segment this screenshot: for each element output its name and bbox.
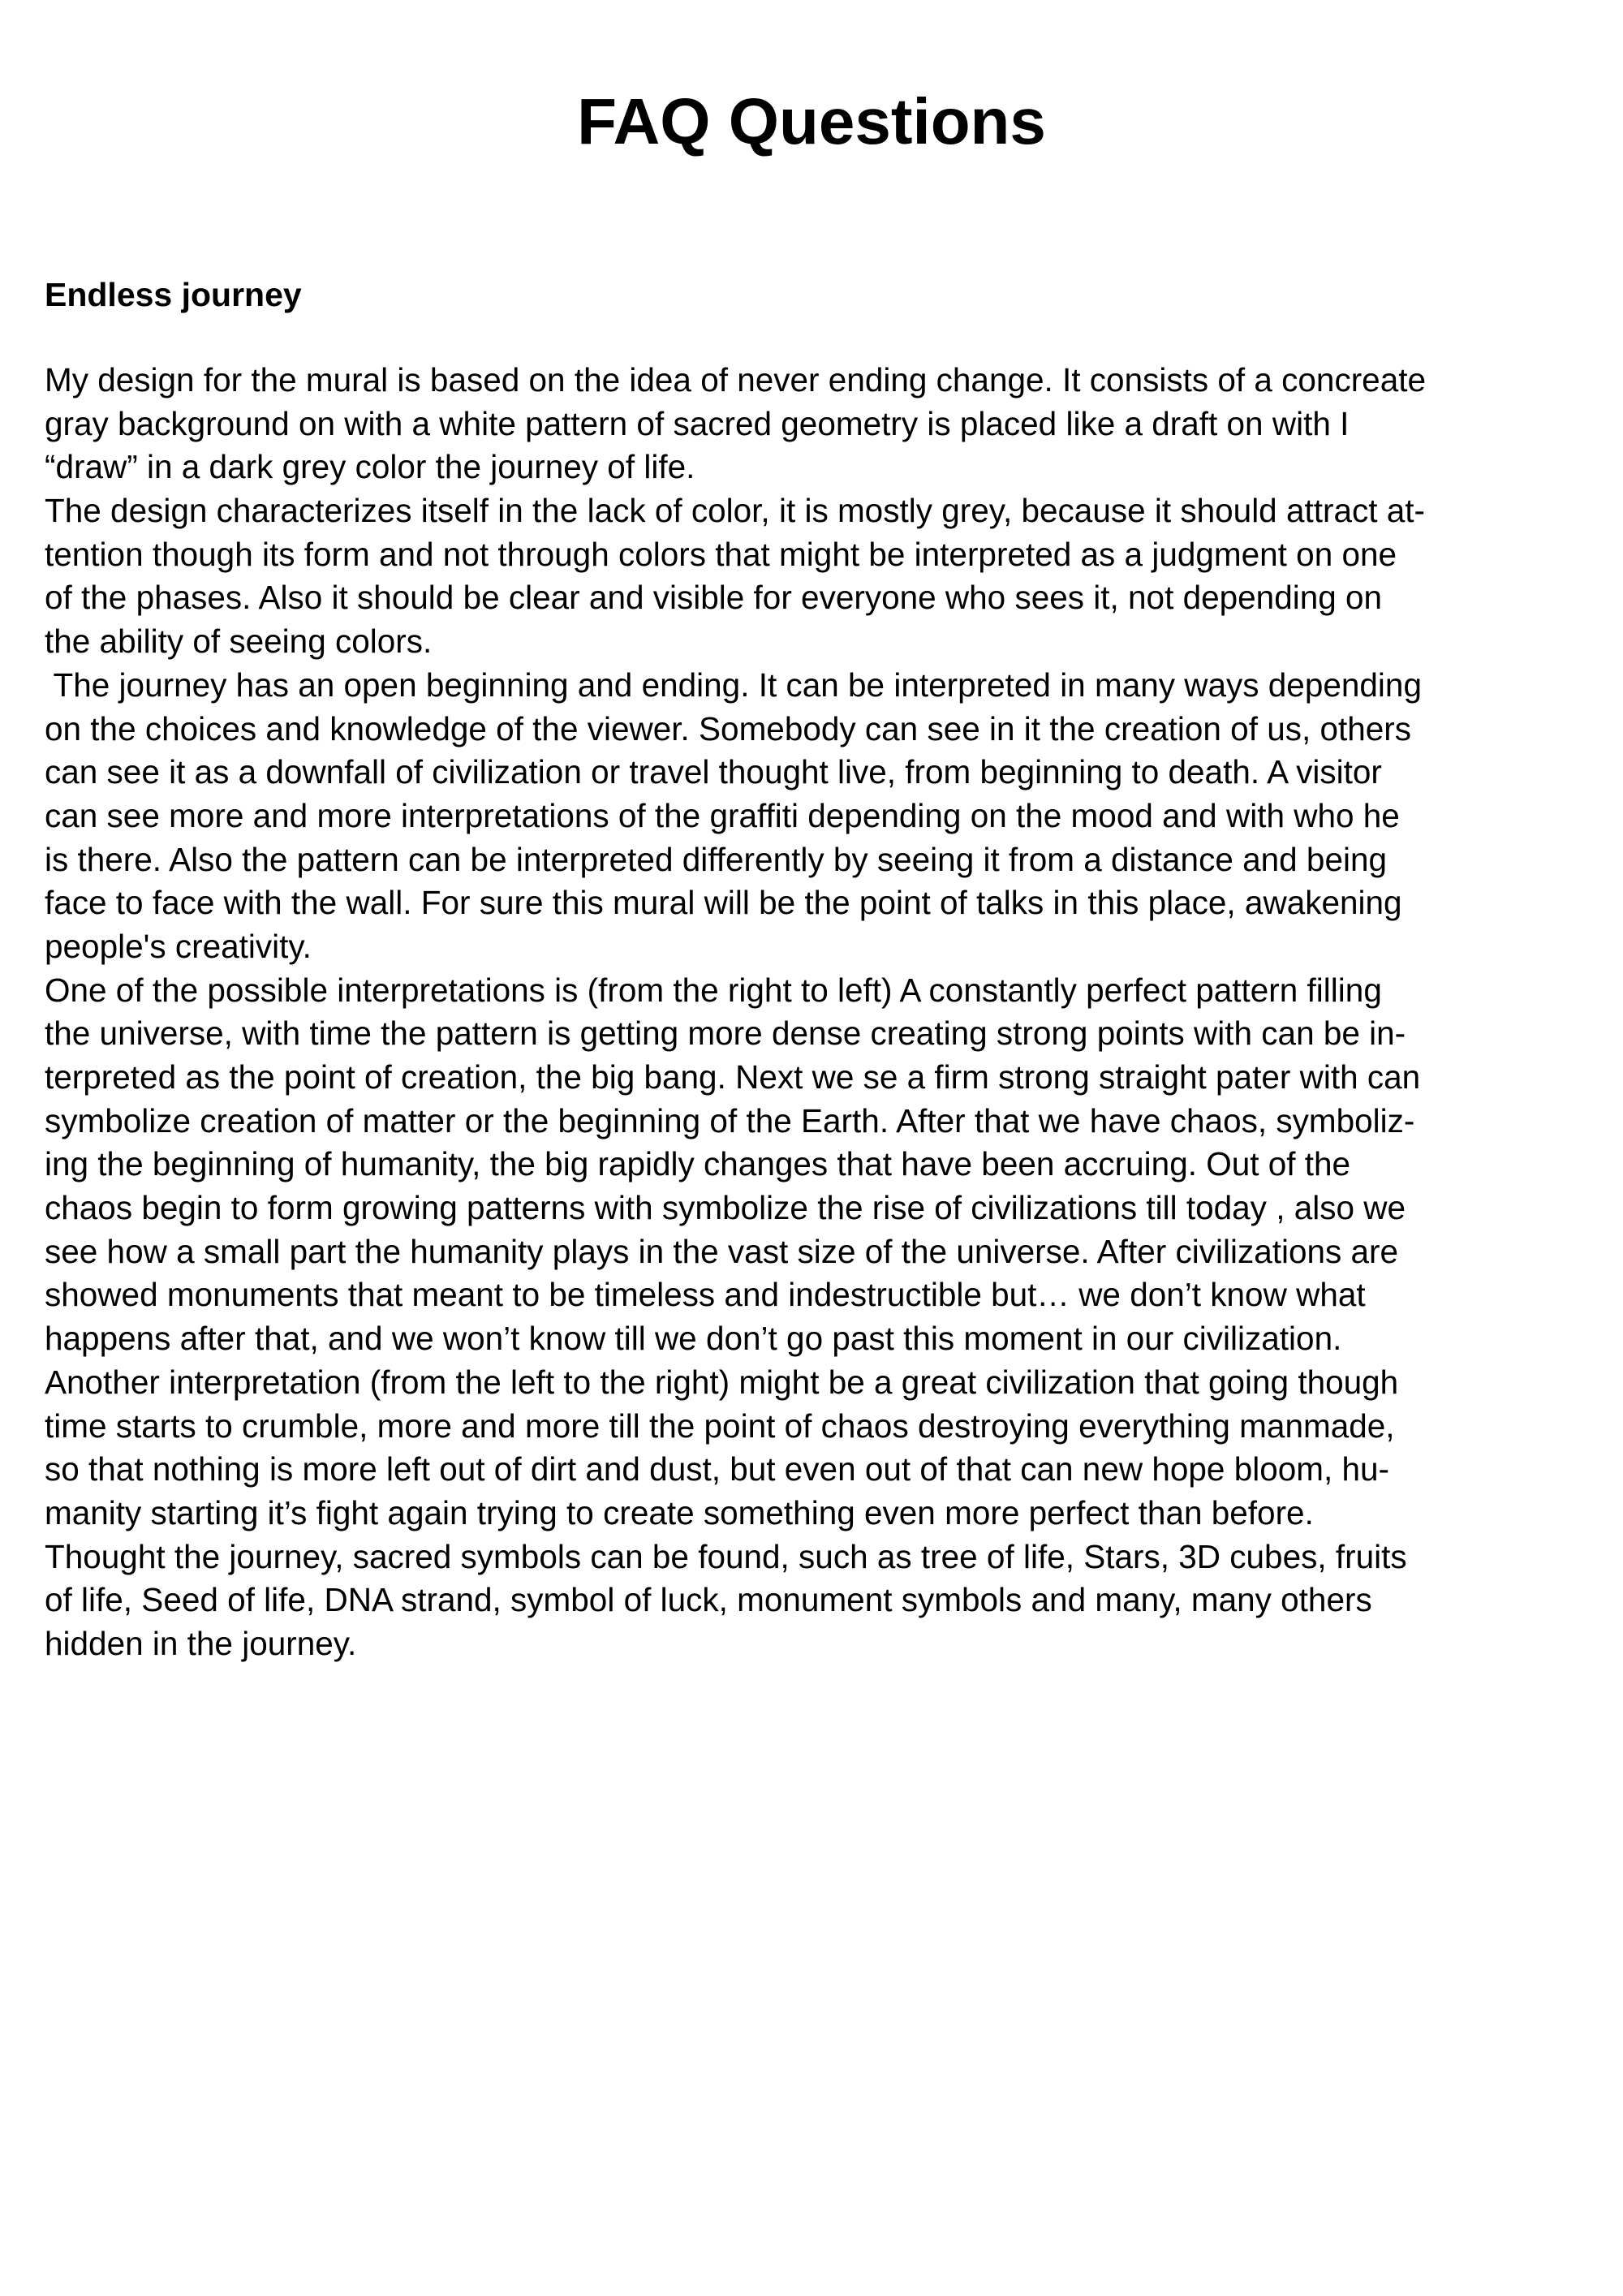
body-line: symbolize creation of matter or the beginning of the Earth. After that we have chaos, symboliz- [45, 1101, 1415, 1139]
body-line: showed monuments that meant to be timeless and indestructible but… we don’t know what [45, 1276, 1366, 1314]
body-line: One of the possible interpretations is (from the right to left) A constantly perfect pattern filling [45, 971, 1382, 1009]
body-line: happens after that, and we won’t know till we don’t go past this moment in our civilization. [45, 1320, 1342, 1358]
body-line: hidden in the journey. [45, 1624, 357, 1662]
page-title: FAQ Questions [577, 85, 1046, 157]
body-line: My design for the mural is based on the idea of never ending change. It consists of a concreate [45, 361, 1427, 398]
body-line: face to face with the wall. For sure this mural will be the point of talks in this place, awakening [45, 884, 1402, 922]
body-line: manity starting it’s fight again trying to create something even more perfect than before. [45, 1493, 1314, 1531]
body-line: The design characterizes itself in the lack of color, it is mostly grey, because it should attract at- [45, 492, 1426, 530]
body-line: The journey has an open beginning and ending. It can be interpreted in many ways depending [45, 666, 1422, 704]
body-line: so that nothing is more left out of dirt and dust, but even out of that can new hope bloom, hu- [45, 1450, 1390, 1488]
body-line: of the phases. Also it should be clear and visible for everyone who sees it, not depending on [45, 579, 1383, 617]
body-line: gray background on with a white pattern of sacred geometry is placed like a draft on with I [45, 404, 1350, 442]
body-line: see how a small part the humanity plays in the vast size of the universe. After civilizations are [45, 1232, 1399, 1270]
section-heading: Endless journey [45, 276, 302, 313]
body-text [45, 359, 1603, 1666]
body-line: on the choices and knowledge of the viewer. Somebody can see in it the creation of us, others [45, 709, 1412, 747]
body-line: Another interpretation (from the left to the right) might be a great civilization that going though [45, 1363, 1399, 1401]
body-line: the universe, with time the pattern is getting more dense creating strong points with can be in- [45, 1014, 1406, 1053]
body-line: “draw” in a dark grey color the journey of life. [45, 448, 695, 486]
body-line: can see more and more interpretations of the graffiti depending on the mood and with who he [45, 796, 1400, 834]
body-line: is there. Also the pattern can be interpreted differently by seeing it from a distance and being [45, 840, 1388, 878]
body-line: can see it as a downfall of civilization or travel thought live, from beginning to death. A visitor [45, 753, 1382, 791]
body-line: people's creativity. [45, 927, 312, 965]
body-line: time starts to crumble, more and more till the point of chaos destroying everything manmade, [45, 1406, 1395, 1445]
body-line: tention though its form and not through colors that might be interpreted as a judgment on one [45, 535, 1397, 573]
body-line: of life, Seed of life, DNA strand, symbol of luck, monument symbols and many, many others [45, 1581, 1372, 1619]
body-line: ing the beginning of humanity, the big rapidly changes that have been accruing. Out of the [45, 1145, 1351, 1183]
body-line: chaos begin to form growing patterns with symbolize the rise of civilizations till today , also we [45, 1189, 1406, 1227]
body-line: terpreted as the point of creation, the big bang. Next we se a firm strong straight pater with can [45, 1058, 1421, 1096]
body-line: Thought the journey, sacred symbols can be found, such as tree of life, Stars, 3D cubes, fruits [45, 1537, 1407, 1575]
body-line: the ability of seeing colors. [45, 622, 433, 661]
